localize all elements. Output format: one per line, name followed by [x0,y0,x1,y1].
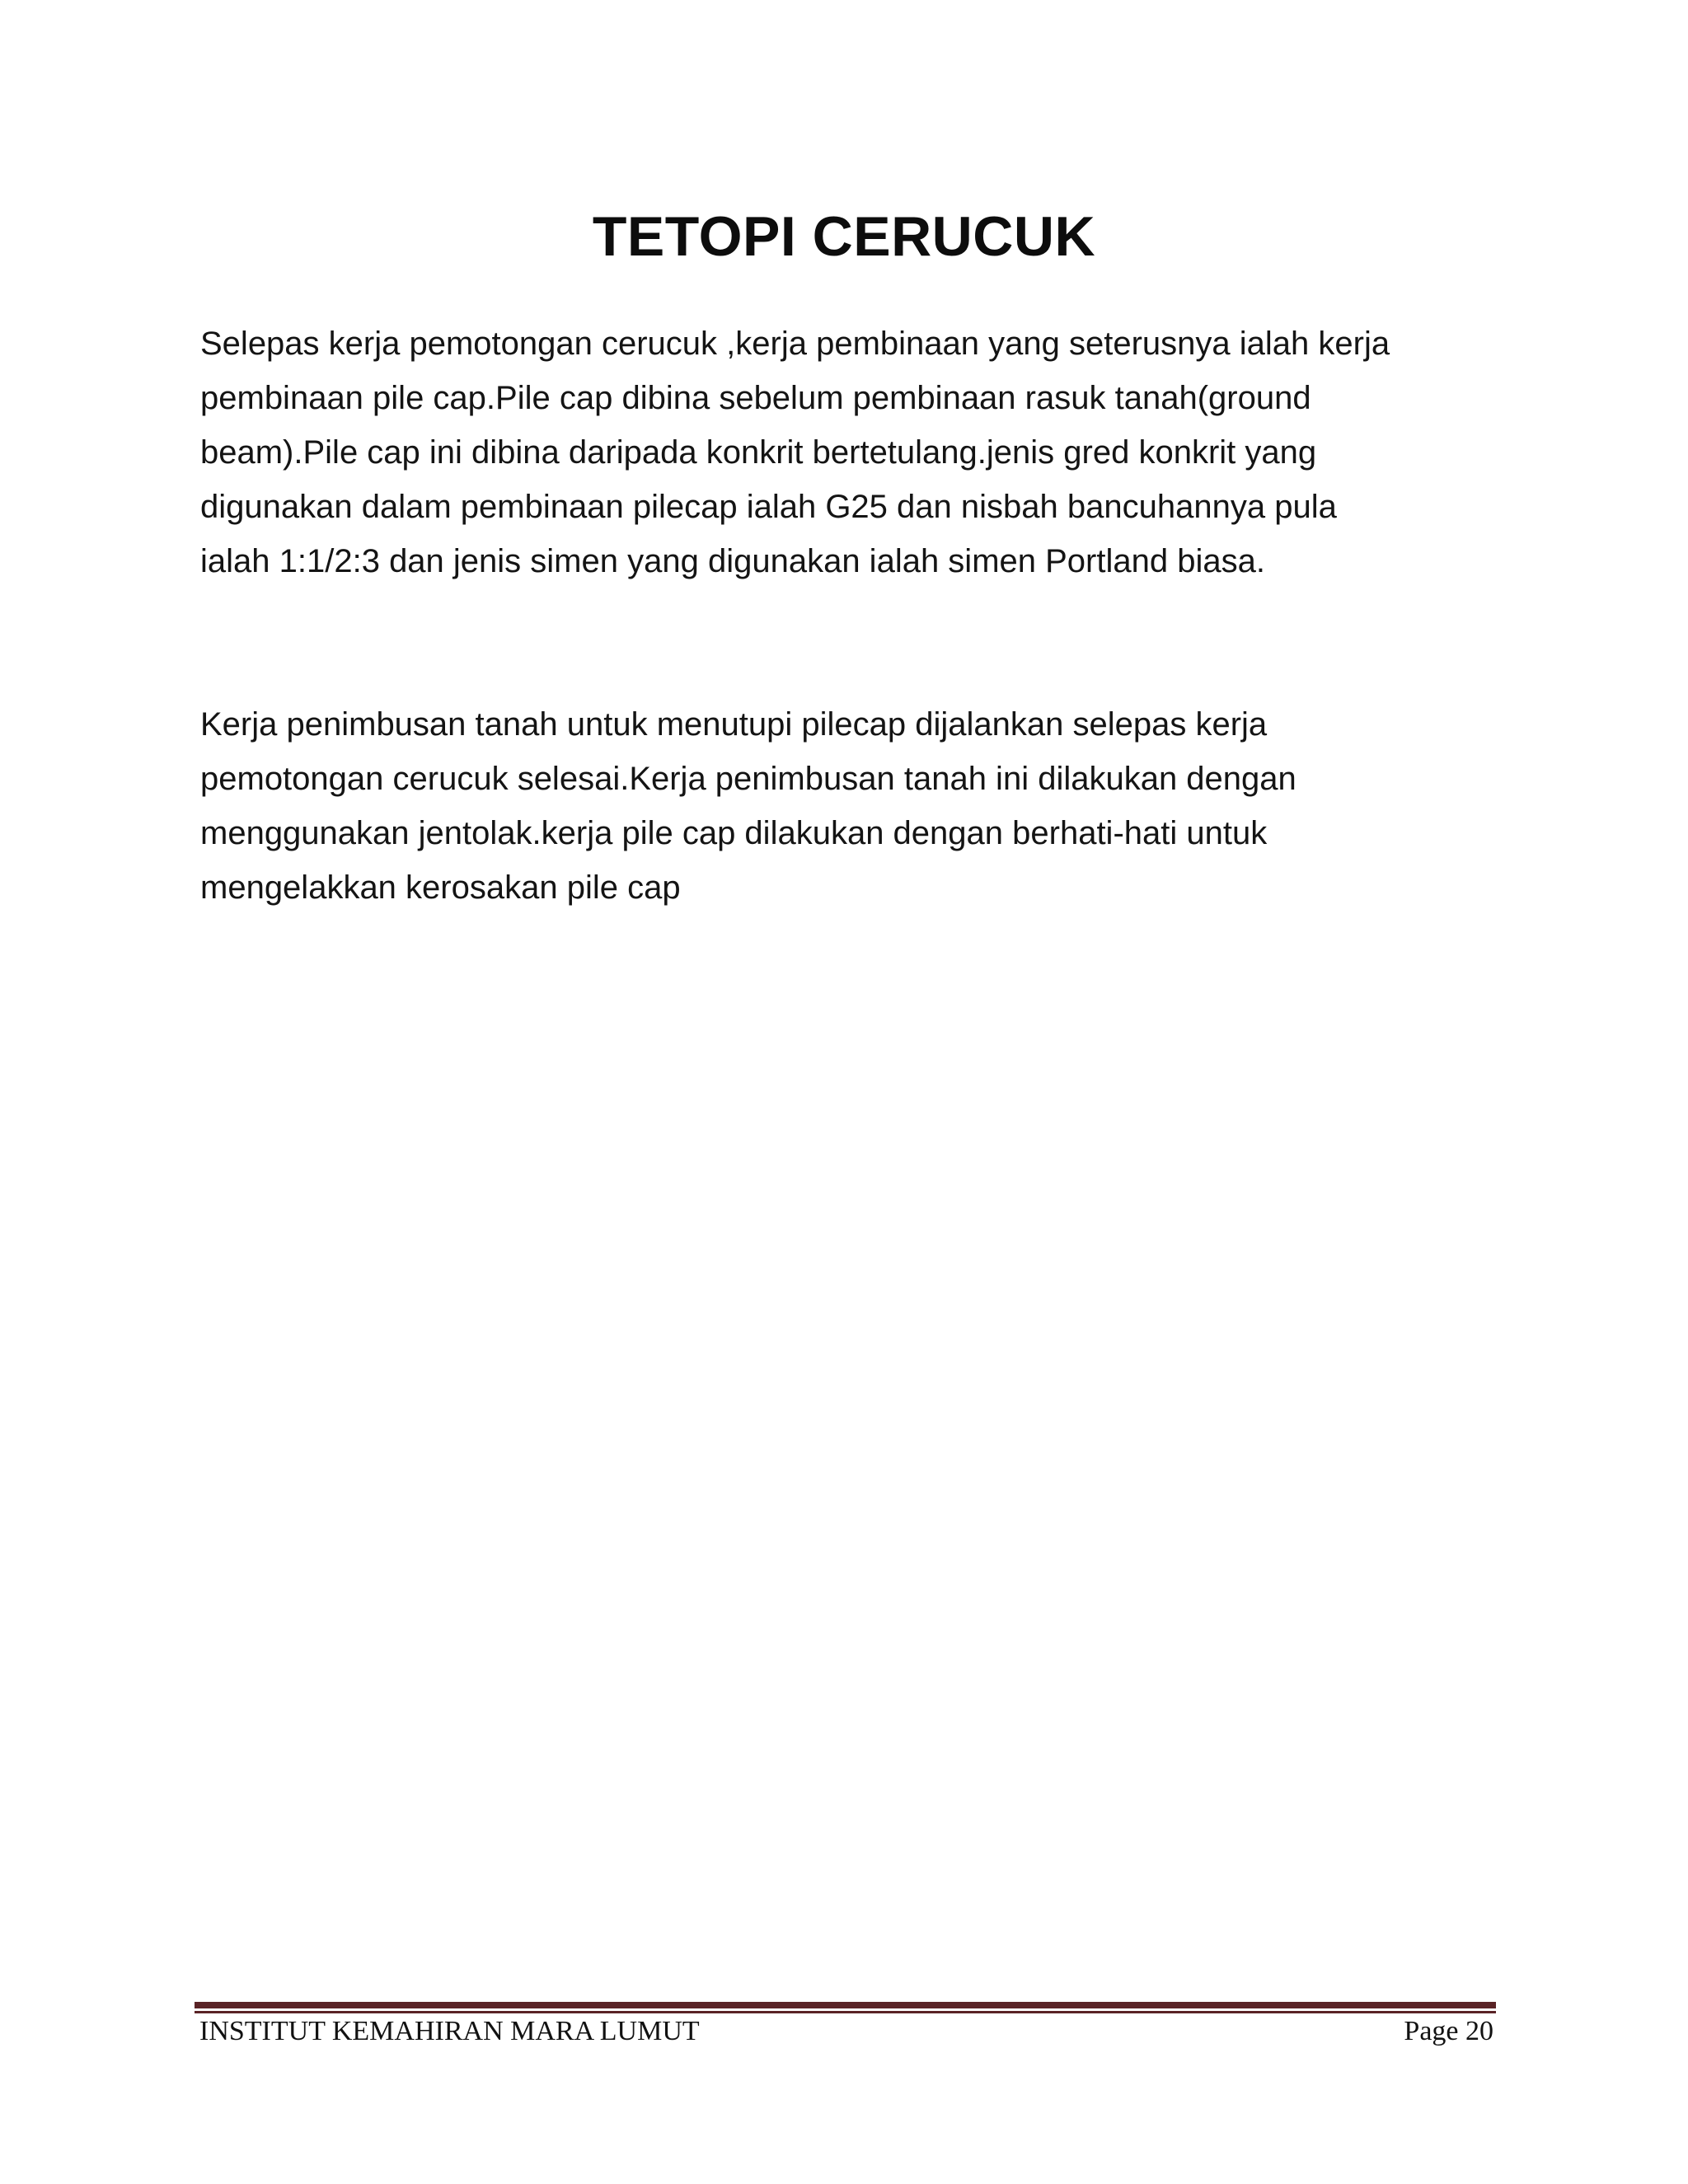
page-title: TETOPI CERUCUK [592,205,1096,268]
paragraph-line: digunakan dalam pembinaan pilecap ialah G25 dan nisbah bancuhannya pula [200,489,1337,525]
footer-page-number: Page 20 [1404,2016,1493,2046]
body-paragraph-2 [200,697,1503,915]
paragraph-line: pemotongan cerucuk selesai.Kerja penimbusan tanah ini dilakukan dengan [200,761,1296,797]
paragraph-line: menggunakan jentolak.kerja pile cap dilakukan dengan berhati-hati untuk [200,815,1268,851]
paragraph-line: ialah 1:1/2:3 dan jenis simen yang digunakan ialah simen Portland biasa. [200,543,1265,579]
paragraph-line: mengelakkan kerosakan pile cap [200,869,681,906]
footer-divider-thick [195,2002,1496,2008]
paragraph-line: pembinaan pile cap.Pile cap dibina sebelum pembinaan rasuk tanah(ground [200,380,1311,416]
footer-divider-thin [195,2011,1496,2013]
paragraph-line: Selepas kerja pemotongan cerucuk ,kerja pembinaan yang seterusnya ialah kerja [200,326,1390,362]
paragraph-line: Kerja penimbusan tanah untuk menutupi pilecap dijalankan selepas kerja [200,706,1268,743]
paragraph-line: beam).Pile cap ini dibina daripada konkrit bertetulang.jenis gred konkrit yang [200,434,1317,471]
body-paragraph-1 [200,316,1503,588]
footer-institution: INSTITUT KEMAHIRAN MARA LUMUT [199,2016,700,2046]
